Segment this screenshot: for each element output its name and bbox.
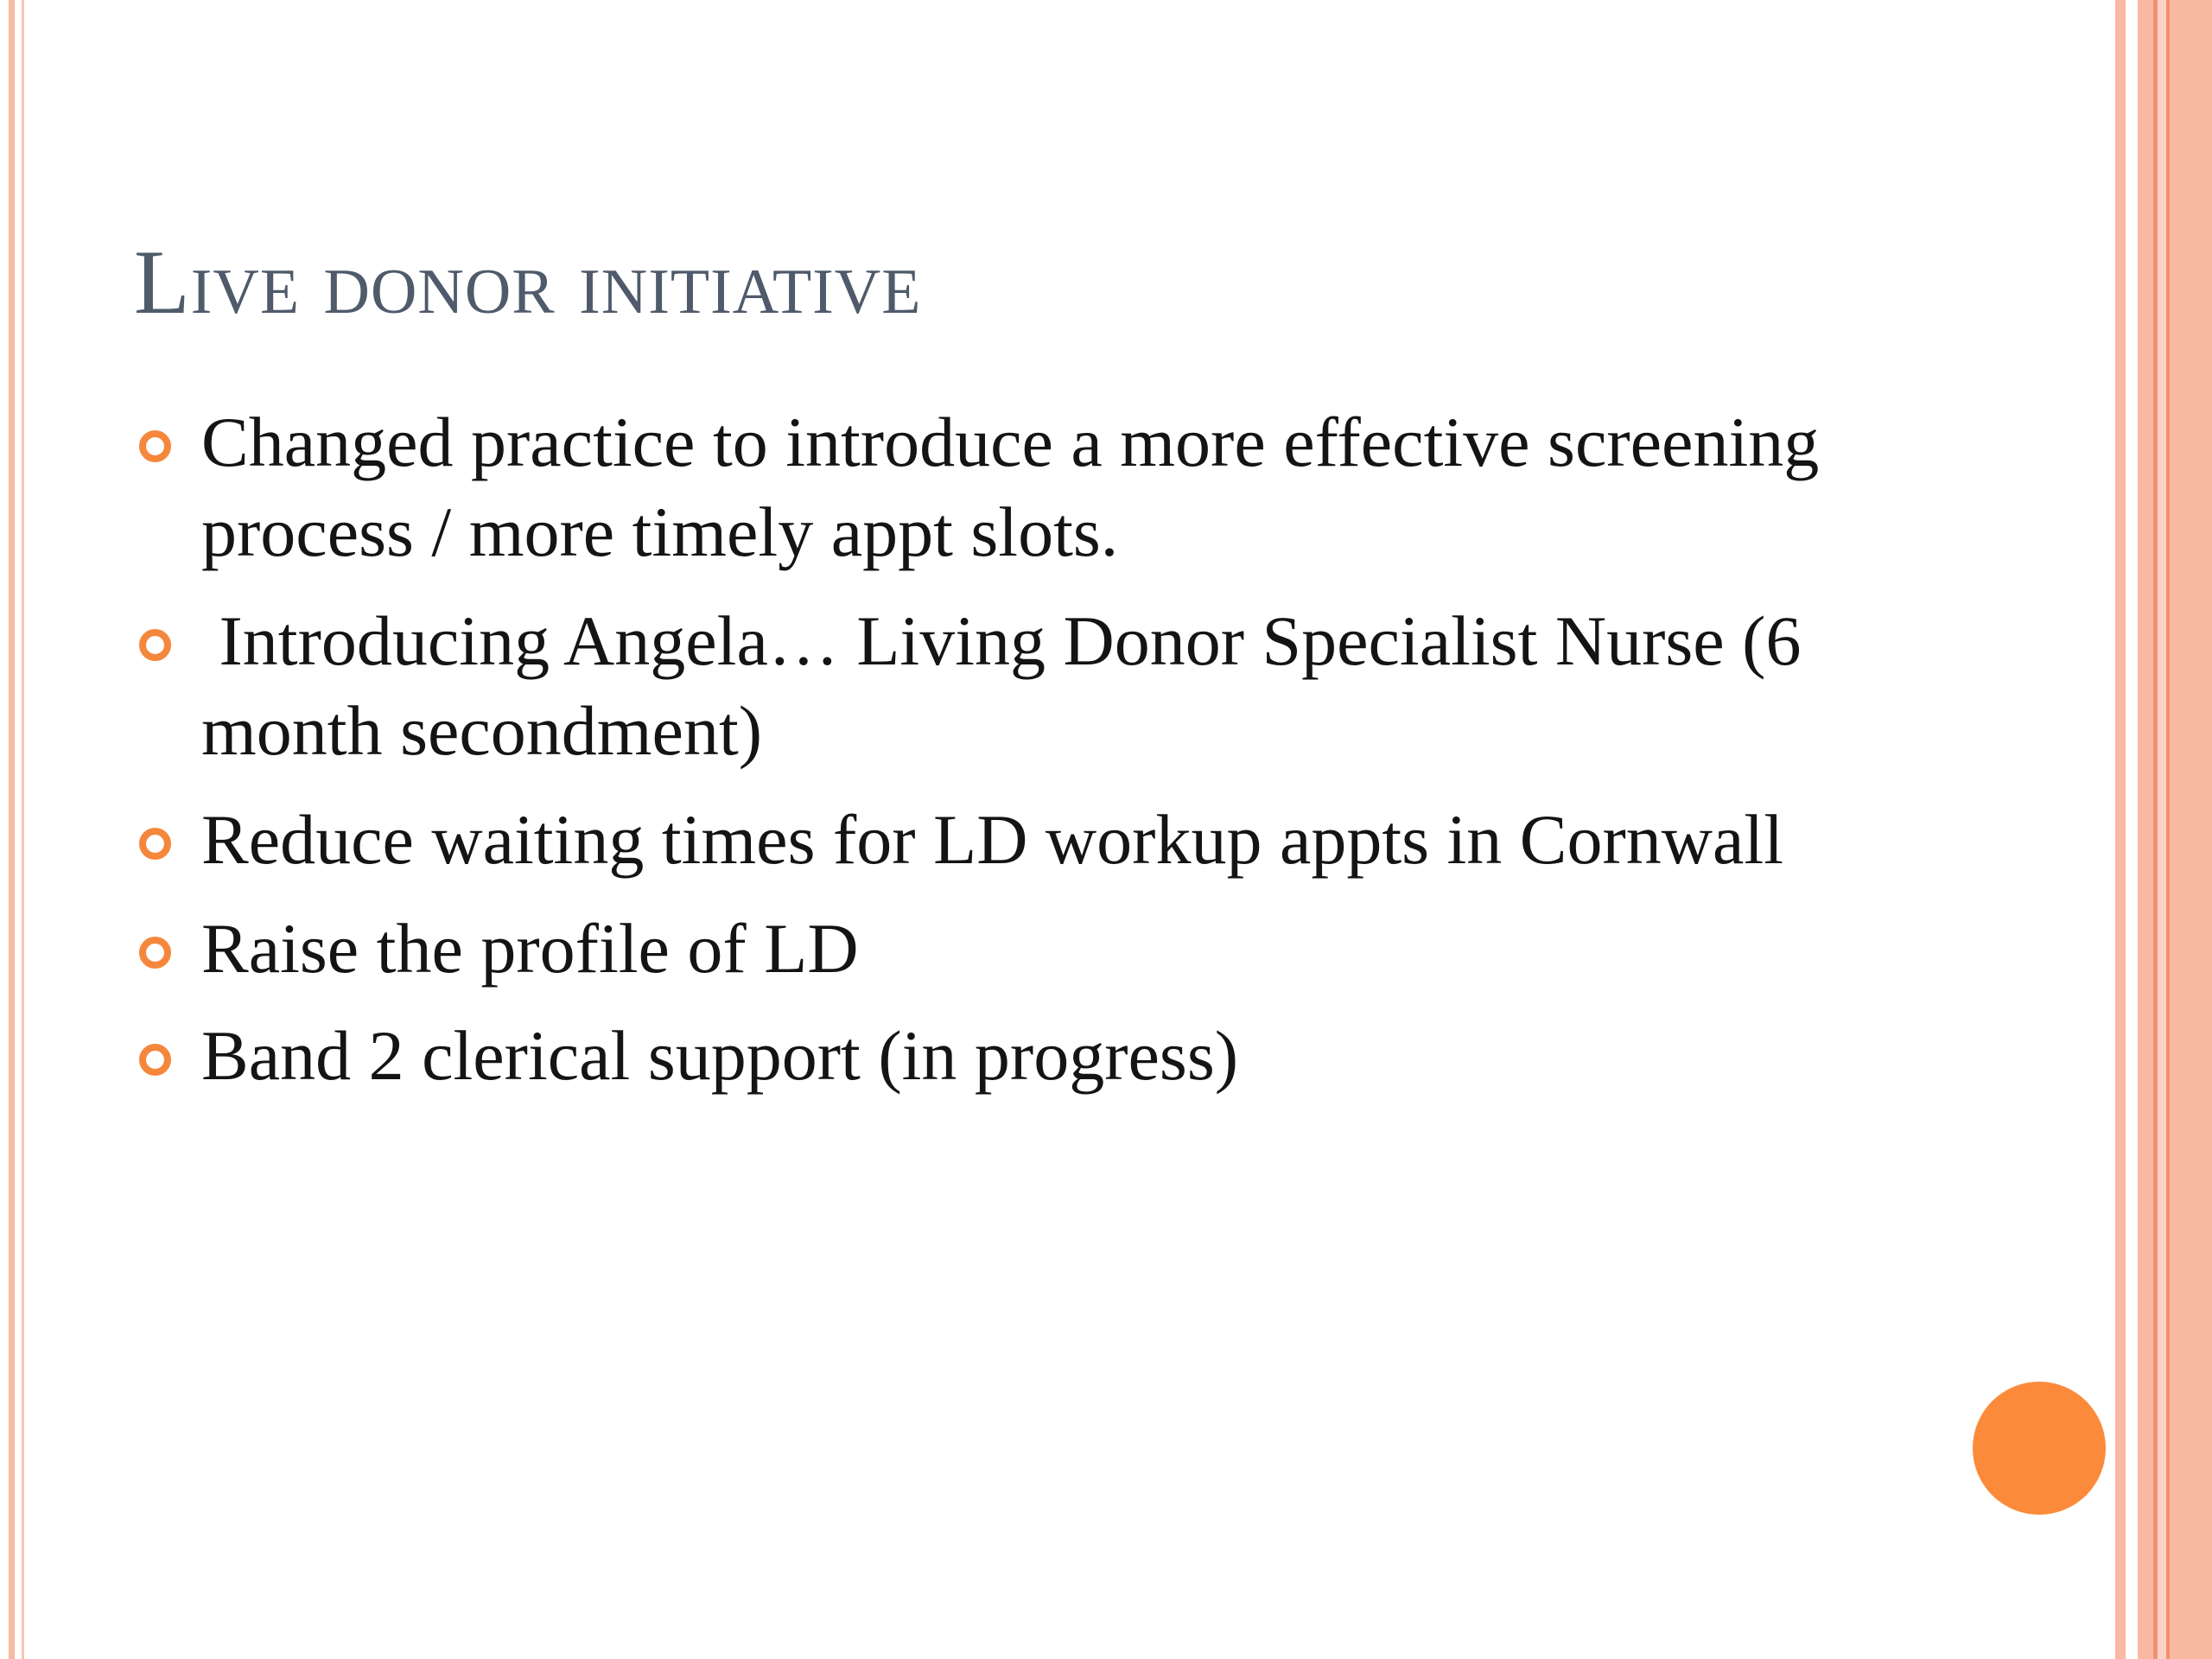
- bullet-item: [130, 397, 1858, 577]
- left-border-outer: [9, 0, 15, 1659]
- bullet-text: Reduce waiting times for LD workup appts in Cornwall: [201, 800, 1783, 879]
- bullet-item: [130, 795, 1858, 885]
- left-border-inner: [22, 0, 24, 1659]
- hollow-circle-bullet-icon: [139, 828, 171, 860]
- hollow-circle-bullet-icon: [139, 430, 171, 462]
- bullet-item: [130, 596, 1858, 776]
- hollow-circle-bullet-icon: [139, 629, 171, 661]
- hollow-circle-bullet-icon: [139, 1044, 171, 1076]
- right-border-gap-light: [2158, 0, 2166, 1659]
- bullet-text: Raise the profile of LD: [201, 909, 859, 988]
- right-border-gap: [2126, 0, 2138, 1659]
- bullet-text: Band 2 clerical support (in progress): [201, 1016, 1239, 1095]
- decorative-orange-circle-icon: [1973, 1382, 2106, 1515]
- bullet-text: Changed practice to introduce a more effective screening process / more timely appt slots.: [201, 403, 1820, 571]
- slide-title: Live donor initiative: [134, 232, 922, 333]
- hollow-circle-bullet-icon: [139, 937, 171, 969]
- bullet-item: [130, 904, 1858, 994]
- bullet-item: [130, 1011, 1858, 1101]
- bullet-list: [130, 397, 1858, 1118]
- bullet-text: Introducing Angela… Living Donor Specialist Nurse (6 month secondment): [201, 601, 1802, 770]
- right-border-line: [2166, 0, 2170, 1659]
